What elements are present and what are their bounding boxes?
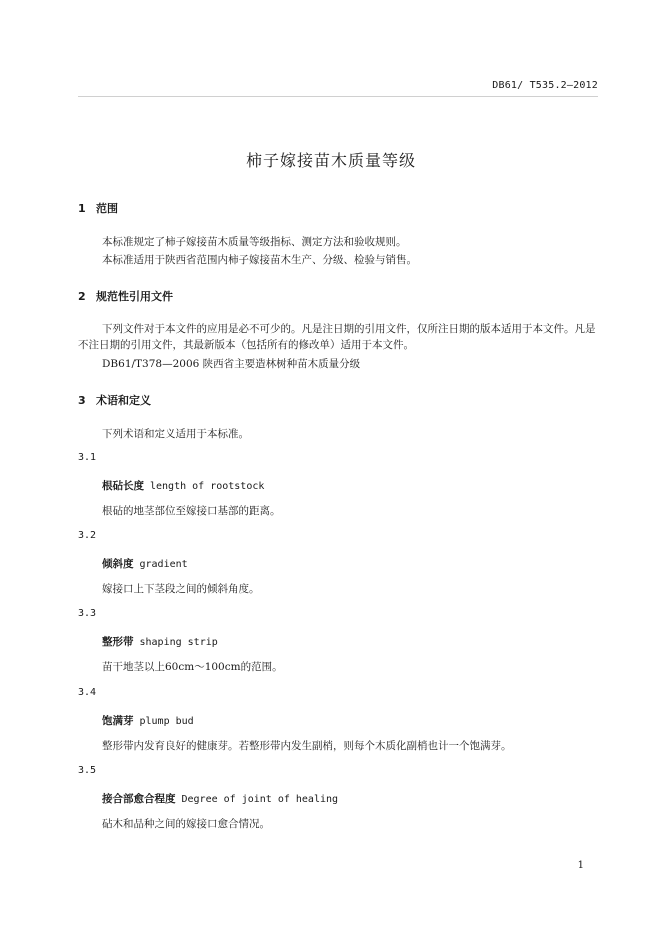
clause-number: 3.5	[78, 765, 97, 776]
standard-code: DB61/ T535.2—2012	[492, 80, 598, 91]
term-entry	[102, 791, 338, 806]
term-english: plump bud	[139, 716, 194, 727]
section-heading-scope	[78, 200, 118, 216]
term-definition: 砧木和品种之间的嫁接口愈合情况。	[102, 818, 270, 830]
term-entry	[102, 478, 264, 493]
term-english: length of rootstock	[150, 481, 265, 492]
section-title: 术语和定义	[96, 394, 151, 407]
term-english: shaping strip	[139, 637, 218, 648]
section-heading-normative-references	[78, 288, 173, 304]
term-chinese: 整形带	[102, 636, 134, 648]
term-chinese: 倾斜度	[102, 558, 134, 570]
paragraph: 下列文件对于本文件的应用是必不可少的。凡是注日期的引用文件，仅所注日期的版本适用于本文件。凡是不注日期的引用文件，其最新版本（包括所有的修改单）适用于本文件。	[78, 323, 596, 351]
clause-number: 3.1	[78, 452, 97, 463]
section-number: 1	[78, 202, 86, 215]
clause-number: 3.3	[78, 608, 97, 619]
paragraph: 本标准规定了柿子嫁接苗木质量等级指标、测定方法和验收规则。	[102, 236, 407, 248]
paragraph: 下列术语和定义适用于本标准。	[102, 428, 249, 440]
term-entry	[102, 713, 194, 728]
page-number: 1	[577, 860, 584, 871]
section-title: 范围	[96, 202, 118, 215]
reference-entry: DB61/T378—2006 陕西省主要造林树种苗木质量分级	[102, 358, 361, 370]
document-title: 柿子嫁接苗木质量等级	[245, 151, 416, 170]
term-definition: 根砧的地茎部位至嫁接口基部的距离。	[102, 505, 281, 517]
clause-number: 3.2	[78, 530, 97, 541]
term-english: gradient	[139, 559, 188, 570]
term-entry	[102, 634, 218, 649]
paragraph: 本标准适用于陕西省范围内柿子嫁接苗木生产、分级、检验与销售。	[102, 254, 417, 266]
section-number: 3	[78, 394, 86, 407]
header-rule	[78, 96, 598, 97]
term-chinese: 接合部愈合程度	[102, 793, 176, 805]
term-chinese: 根砧长度	[102, 480, 144, 492]
section-heading-terms-definitions	[78, 392, 151, 408]
term-definition: 苗干地茎以上60cm～100cm的范围。	[102, 661, 283, 673]
section-title: 规范性引用文件	[96, 290, 173, 303]
term-chinese: 饱满芽	[102, 715, 134, 727]
clause-number: 3.4	[78, 687, 97, 698]
term-definition: 整形带内发育良好的健康芽。若整形带内发生副梢，则每个木质化副梢也计一个饱满芽。	[102, 740, 512, 752]
term-english: Degree of joint of healing	[181, 794, 339, 805]
term-definition: 嫁接口上下茎段之间的倾斜角度。	[102, 583, 260, 595]
term-entry	[102, 556, 188, 571]
section-number: 2	[78, 290, 86, 303]
